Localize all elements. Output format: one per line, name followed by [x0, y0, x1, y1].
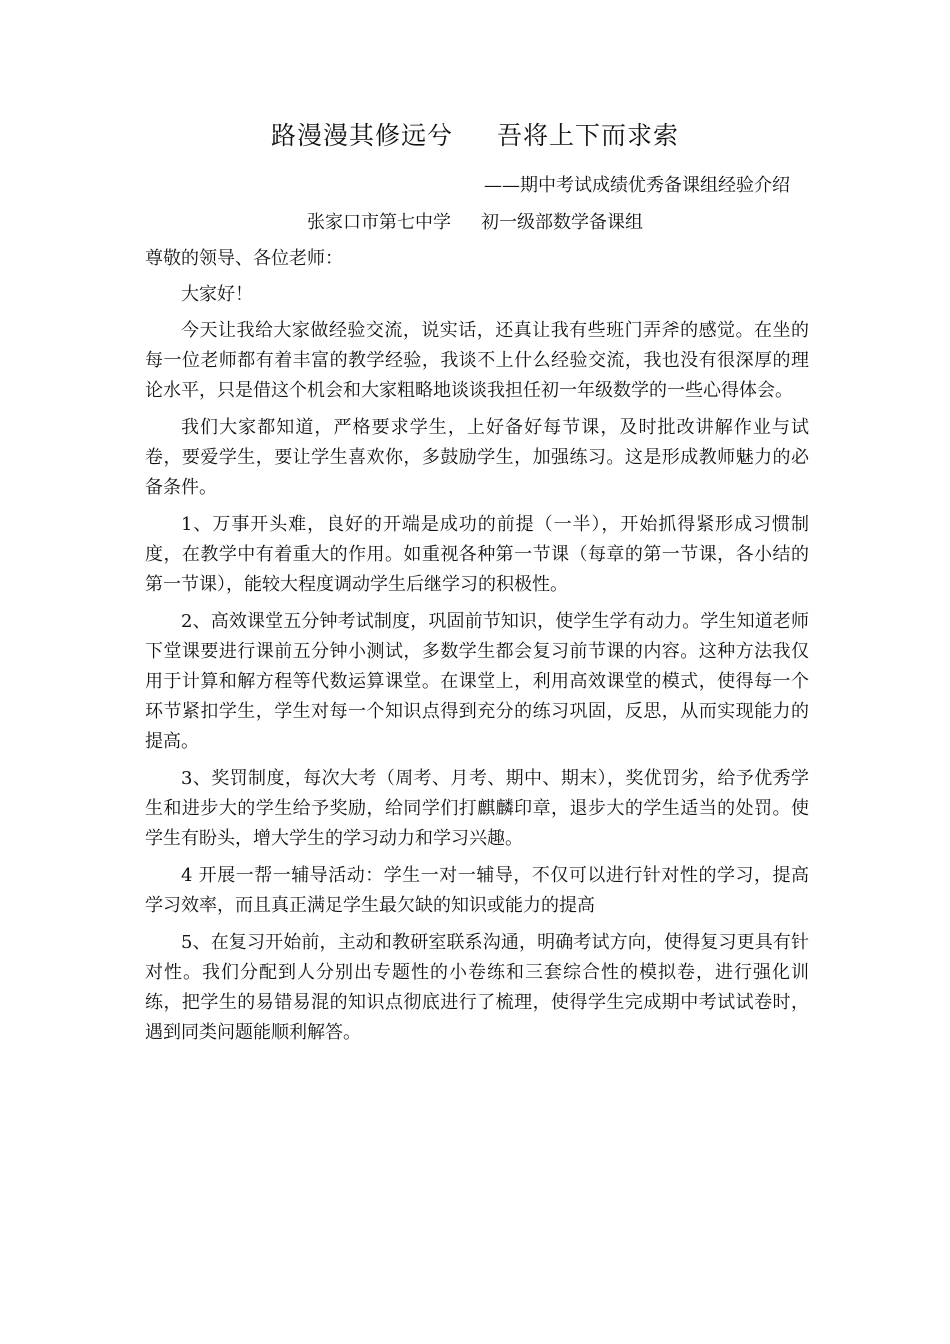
author-line	[0, 208, 950, 234]
greeting: 大家好！	[181, 284, 253, 305]
paragraph-item-2: 2、高效课堂五分钟考试制度，巩固前节知识，使学生学有动力。学生知道老师下堂课要进行课前五分钟小测试，多数学生都会复习前节课的内容。这种方法我仅用于计算和解方程等代数运算课堂。在课堂上，利用高效课堂的模式，使得每一个环节紧扣学生，学生对每一个知识点得到充分的练习巩固，反思，从而实现能力的提高。	[145, 611, 809, 752]
paragraph-item-1: 1、万事开头难，良好的开端是成功的前提（一半），开始抓得紧形成习惯制度，在教学中有着重大的作用。如重视各种第一节课（每章的第一节课，各小结的第一节课），能较大程度调动学生后继学习的积极性。	[145, 514, 809, 595]
title-part-1: 路漫漫其修远兮	[270, 121, 453, 150]
salutation: 尊敬的领导、各位老师：	[145, 248, 343, 269]
paragraph-item-5: 5、在复习开始前，主动和教研室联系沟通，明确考试方向，使得复习更具有针对性。我们分配到人分别出专题性的小卷练和三套综合性的模拟卷，进行强化训练，把学生的易错易混的知识点彻底进行了梳理，使得学生完成期中考试试卷时，遇到同类问题能顺利解答。	[145, 932, 809, 1043]
author-group: 初一级部数学备课组	[481, 212, 643, 233]
paragraph-requirements: 我们大家都知道，严格要求学生，上好备好每节课，及时批改讲解作业与试卷，要爱学生，要让学生喜欢你，多鼓励学生，加强练习。这是形成教师魅力的必备条件。	[145, 417, 809, 498]
document-body	[145, 244, 809, 1055]
document-title	[0, 116, 950, 152]
paragraph-item-4: 4 开展一帮一辅导活动：学生一对一辅导，不仅可以进行针对性的学习，提高学习效率，而且真正满足学生最欠缺的知识或能力的提高	[145, 865, 809, 916]
paragraph-intro: 今天让我给大家做经验交流，说实话，还真让我有些班门弄斧的感觉。在坐的每一位老师都有着丰富的教学经验，我谈不上什么经验交流，我也没有很深厚的理论水平，只是借这个机会和大家粗略地谈谈我担任初一年级数学的一些心得体会。	[145, 320, 809, 401]
paragraph-item-3: 3、奖罚制度，每次大考（周考、月考、期中、期末），奖优罚劣，给予优秀学生和进步大的学生给予奖励，给同学们打麒麟印章，退步大的学生适当的处罚。使学生有盼头，增大学生的学习动力和学习兴趣。	[145, 768, 809, 849]
title-part-2: 吾将上下而求索	[497, 121, 680, 150]
author-school: 张家口市第七中学	[307, 212, 451, 233]
document-subtitle: ——期中考试成绩优秀备课组经验介绍	[484, 175, 790, 196]
